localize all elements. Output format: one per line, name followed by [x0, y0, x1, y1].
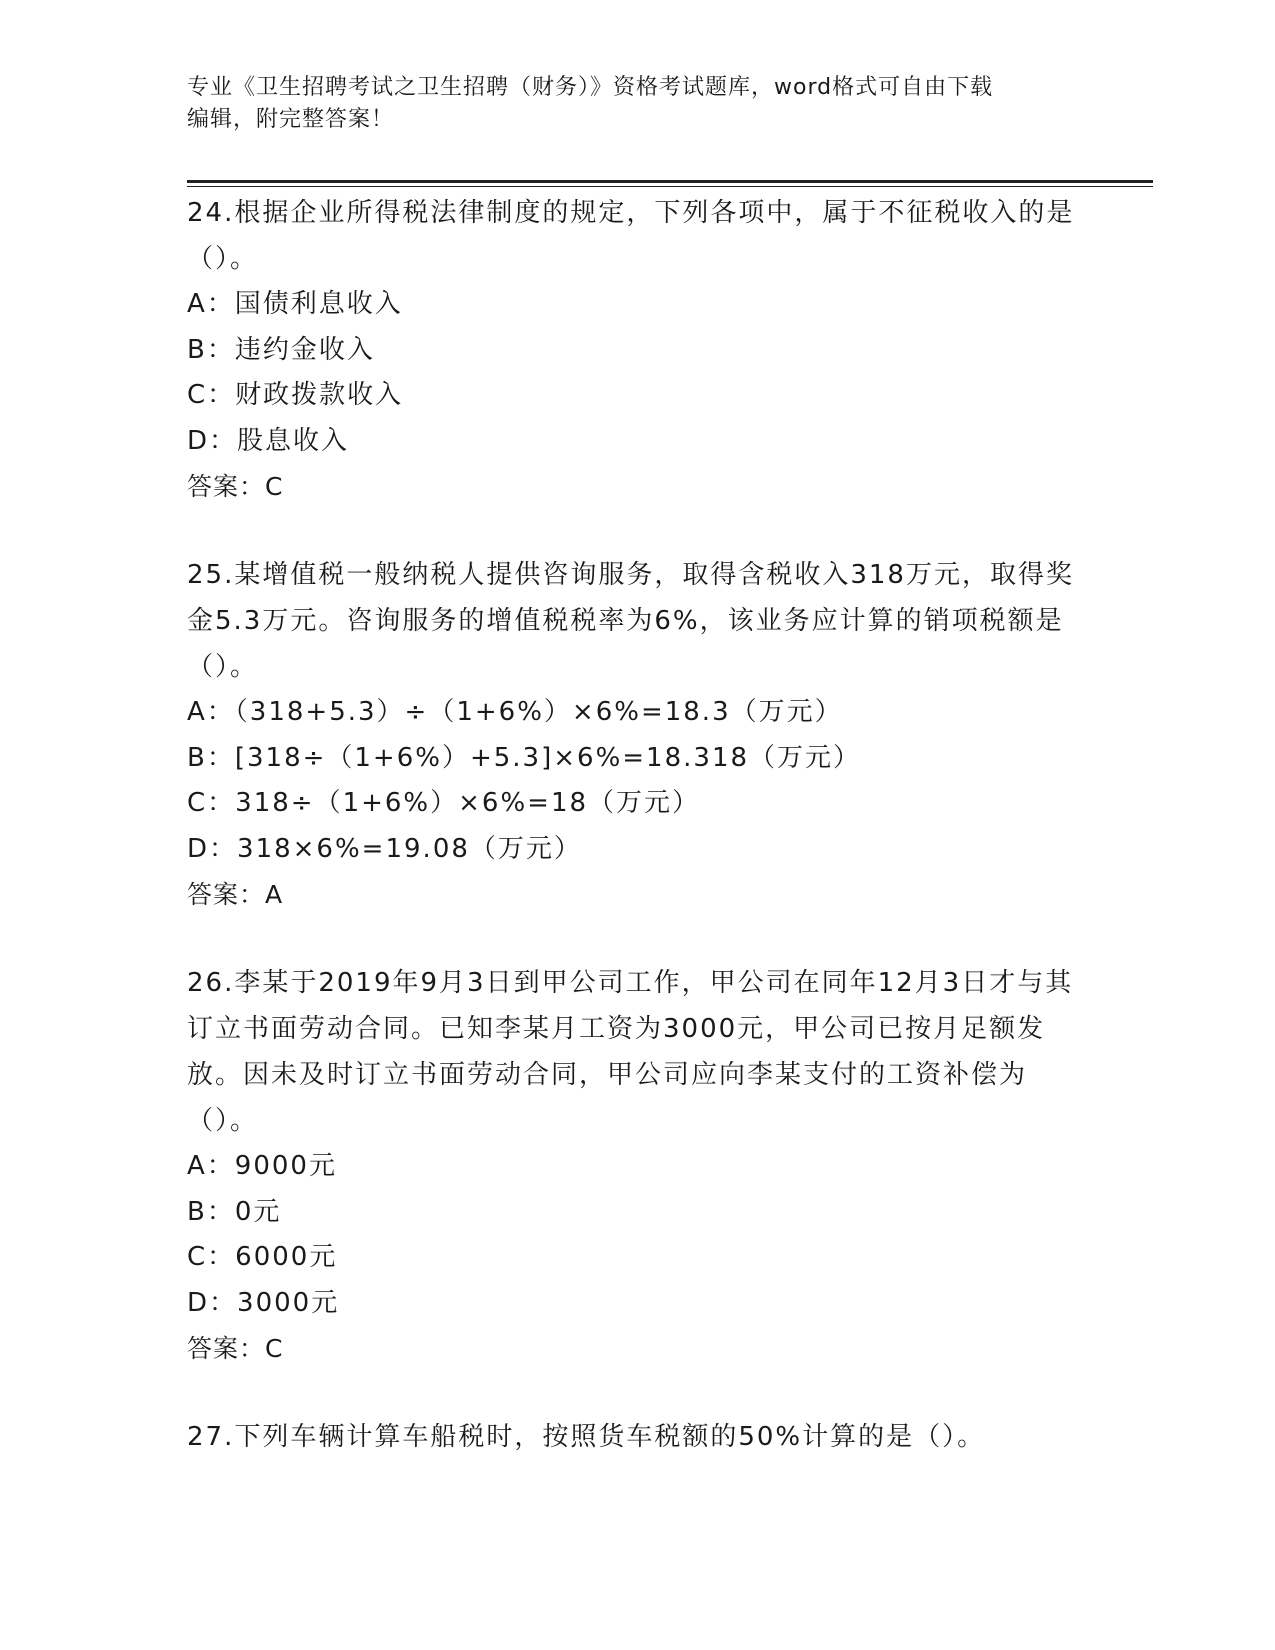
header-rule-thick: [187, 180, 1153, 183]
option-a: A：国债利息收入: [187, 289, 403, 319]
question-stem: 24.根据企业所得税法律制度的规定，下列各项中，属于不征税收入的是（）。: [187, 198, 1075, 274]
question-stem: 27.下列车辆计算车船税时，按照货车税额的50%计算的是（）。: [187, 1422, 986, 1452]
answer-line: 答案：C: [187, 1334, 284, 1363]
option-d: D：股息收入: [187, 425, 350, 456]
header-line-2: 编辑，附完整答案！: [187, 107, 395, 132]
option-c: C：318÷（1+6%）×6%=18（万元）: [187, 788, 701, 818]
option-c: C：6000元: [187, 1242, 338, 1272]
option-b: B：违约金收入: [187, 334, 375, 365]
question-26: [187, 960, 1087, 1372]
header-line-1: 专业《卫生招聘考试之卫生招聘（财务）》资格考试题库，word格式可自由下载: [187, 75, 994, 100]
answer-line: 答案：C: [187, 472, 284, 501]
question-24: [187, 190, 1087, 510]
option-d: D：318×6%=19.08（万元）: [187, 833, 582, 864]
question-list: [187, 190, 1087, 1502]
option-b: B：0元: [187, 1196, 282, 1227]
question-25: [187, 552, 1087, 918]
question-stem: 26.李某于2019年9月3日到甲公司工作，甲公司在同年12月3日才与其订立书面劳动合同。已知李某月工资为3000元，甲公司已按月足额发放。因未及时订立书面劳动合同，甲公司应向李某支付的工资补偿为（）。: [187, 968, 1074, 1136]
header-rule-thin: [187, 186, 1153, 187]
option-a: A：9000元: [187, 1151, 337, 1181]
question-stem: 25.某增值税一般纳税人提供咨询服务，取得含税收入318万元，取得奖金5.3万元。咨询服务的增值税税率为6%，该业务应计算的销项税额是（）。: [187, 560, 1074, 682]
option-d: D：3000元: [187, 1287, 340, 1318]
option-b: B：[318÷（1+6%）+5.3]×6%=18.318（万元）: [187, 742, 862, 773]
option-a: A：（318+5.3）÷（1+6%）×6%=18.3（万元）: [187, 697, 843, 727]
option-c: C：财政拨款收入: [187, 380, 404, 410]
question-27: [187, 1414, 1087, 1460]
answer-line: 答案：A: [187, 880, 284, 909]
document-header: [187, 72, 1087, 136]
